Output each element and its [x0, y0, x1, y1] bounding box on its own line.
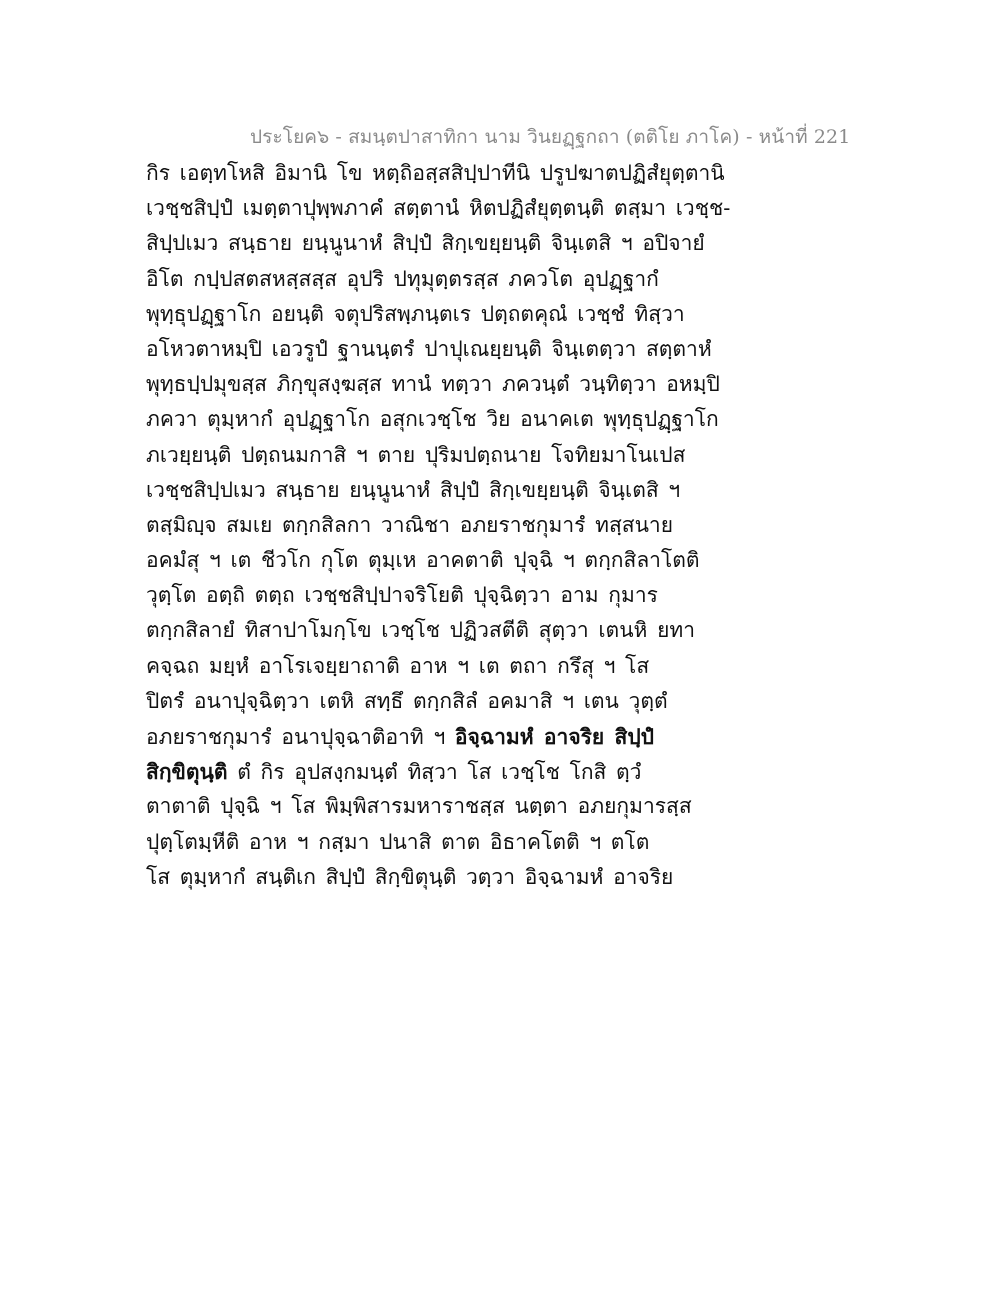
text-line-7: พุทฺธปฺปมุขสฺส ภิกฺขุสงฺฆสฺส ทานํ ทตฺวา ภควนฺตํ วนฺทิตฺวา อหมฺปิ: [146, 372, 720, 397]
text-line-10: เวชฺชสิปฺปเมว สนฺธาย ยนฺนูนาหํ สิปฺปํ สิกฺเขยฺยนฺติ จินฺเตสิ ฯ: [146, 477, 681, 502]
text-line-17-plain: อภยราชกุมารํ อนาปุจฺฉาติอาทิ ฯ: [146, 725, 446, 749]
text-line-13: วุตฺโต อตฺถิ ตตฺถ เวชฺชสิปฺปาจริโยติ ปุจฺฉิตฺวา อาม กุมาร: [146, 583, 658, 608]
text-line-15: คจฺฉถ มยฺหํ อาโรเจยฺยาถาติ อาห ฯ เต ตถา กรึสุ ฯ โส: [146, 653, 650, 678]
text-line-18-bold: สิกฺขิตุนฺติ: [146, 759, 228, 785]
text-line-18-plain: ตํ กิร อุปสงฺกมนฺตํ ทิสฺวา โส เวชฺโช โกสิ ตฺวํ: [237, 760, 642, 785]
text-line-3: สิปฺปเมว สนฺธาย ยนฺนูนาหํ สิปฺปํ สิกฺเขยฺยนฺติ จินฺเตสิ ฯ อปิจายํ: [146, 231, 705, 256]
text-line-11: ตสฺมิญฺจ สมเย ตกฺกสิลกา วาณิชา อภยราชกุมารํ ทสฺสนาย: [146, 512, 674, 537]
text-line-14: ตกฺกสิลายํ ทิสาปาโมกฺโข เวชฺโช ปฏิวสตีติ สุตฺวา เตนหิ ยทา: [146, 618, 696, 643]
page-header: ประโยค๖ - สมนฺตปาสาทิกา นาม วินยฏฺฐกถา (ตติโย ภาโค) - หน้าที่ 221: [250, 126, 851, 148]
text-line-2: เวชฺชสิปฺปํ เมตฺตาปุพฺพภาคํ สตฺตานํ หิตปฏิสํยุตฺตนฺติ ตสฺมา เวชฺช-: [146, 196, 731, 221]
text-line-17-bold: อิจฺฉามหํ อาจริย สิปฺปํ: [454, 724, 655, 749]
text-line-6: อโหวตาหมฺปิ เอวรูปํ ฐานนฺตรํ ปาปุเณยฺยนฺติ จินฺเตตฺวา สตฺตาหํ: [146, 336, 712, 361]
text-line-16: ปิตรํ อนาปุจฺฉิตฺวา เตหิ สทฺธึ ตกฺกสิลํ อคมาสิ ฯ เตน วุตฺตํ: [146, 688, 668, 713]
body-text: [146, 156, 746, 895]
text-line-9: ภเวยฺยนฺติ ปตฺถนมกาสิ ฯ ตาย ปุริมปตฺถนาย โจทิยมาโนเปส: [146, 442, 686, 467]
text-line-21: โส ตุมฺหากํ สนฺติเก สิปฺปํ สิกฺขิตุนฺติ วตฺวา อิจฺฉามหํ อาจริย: [146, 864, 674, 889]
text-line-12: อคมํสุ ฯ เต ชีวโก กุโต ตุมฺเห อาคตาติ ปุจฺฉิ ฯ ตกฺกสิลาโตติ: [146, 548, 700, 573]
text-line-5: พุทฺธุปฏฺฐาโก อยนฺติ จตุปริสพฺภนฺตเร ปตฺถตคุณํ เวชฺชํ ทิสฺวา: [146, 301, 685, 326]
text-line-18: [146, 754, 746, 789]
text-line-1: กิร เอตฺทโหสิ อิมานิ โข หตฺถิอสฺสสิปฺปาทีนิ ปรูปฆาตปฏิสํยุตฺตานิ: [146, 161, 725, 185]
text-line-8: ภควา ตุมฺหากํ อุปฏฺฐาโก อสุกเวชฺโช วิย อนาคเต พุทฺธุปฏฺฐาโก: [146, 407, 719, 432]
text-line-17: [146, 719, 746, 754]
text-line-4: อิโต กปฺปสตสหสฺสสฺส อุปริ ปทุมุตฺตรสฺส ภควโต อุปฏฺฐากํ: [146, 266, 659, 291]
text-line-19: ตาตาติ ปุจฺฉิ ฯ โส พิมฺพิสารมหาราชสฺส นตฺตา อภยกุมารสฺส: [146, 794, 692, 819]
text-line-20: ปุตฺโตมฺหีติ อาห ฯ กสฺมา ปนาสิ ตาต อิธาคโตติ ฯ ตโต: [146, 829, 650, 854]
